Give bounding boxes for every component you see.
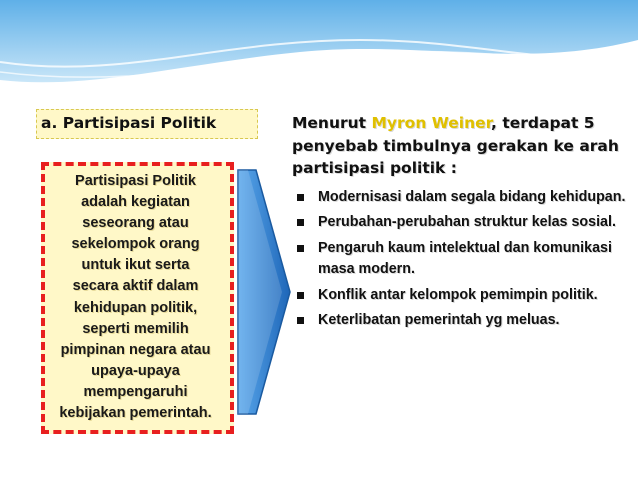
cause-text: Perubahan-perubahan struktur kelas sosial. (318, 214, 616, 230)
intro-prefix: Menurut (292, 114, 372, 132)
cause-text: Keterlibatan pemerintah yg meluas. (318, 312, 560, 328)
heading-box (36, 109, 258, 139)
causes-column (292, 112, 627, 336)
cause-text: Pengaruh kaum intelektual dan komunikasi masa modern. (318, 239, 612, 277)
intro-suffix: , terdapat 5 penyebab timbulnya gerakan ke arah partisipasi politik : (292, 114, 619, 177)
list-item (292, 238, 627, 281)
bullet-square-icon (297, 317, 304, 324)
bullet-square-icon (297, 245, 304, 252)
list-item (292, 310, 627, 332)
cause-text: Konflik antar kelompok pemimpin politik. (318, 286, 598, 303)
bullet-square-icon (297, 194, 304, 201)
definition-box (41, 162, 234, 434)
section-heading: a. Partisipasi Politik (41, 114, 217, 132)
definition-text: Partisipasi Politik adalah kegiatan seseorang atau sekelompok orang untuk ikut serta secara aktif dalam kehidupan politik, seperti memilih pimpinan negara atau upaya-upaya mempengaruhi kebijakan pemerintah. (59, 173, 212, 422)
bullet-square-icon (297, 292, 304, 299)
cause-text: Modernisasi dalam segala bidang kehidupan. (318, 188, 626, 205)
bullet-square-icon (297, 219, 304, 226)
list-item (292, 187, 627, 209)
intro-text (292, 112, 627, 180)
chevron-arrow-icon (236, 168, 292, 416)
author-name: Myron Weiner (371, 114, 492, 132)
header-wave-band (0, 0, 638, 95)
list-item (292, 212, 627, 234)
causes-list (292, 187, 627, 332)
list-item (292, 285, 627, 307)
